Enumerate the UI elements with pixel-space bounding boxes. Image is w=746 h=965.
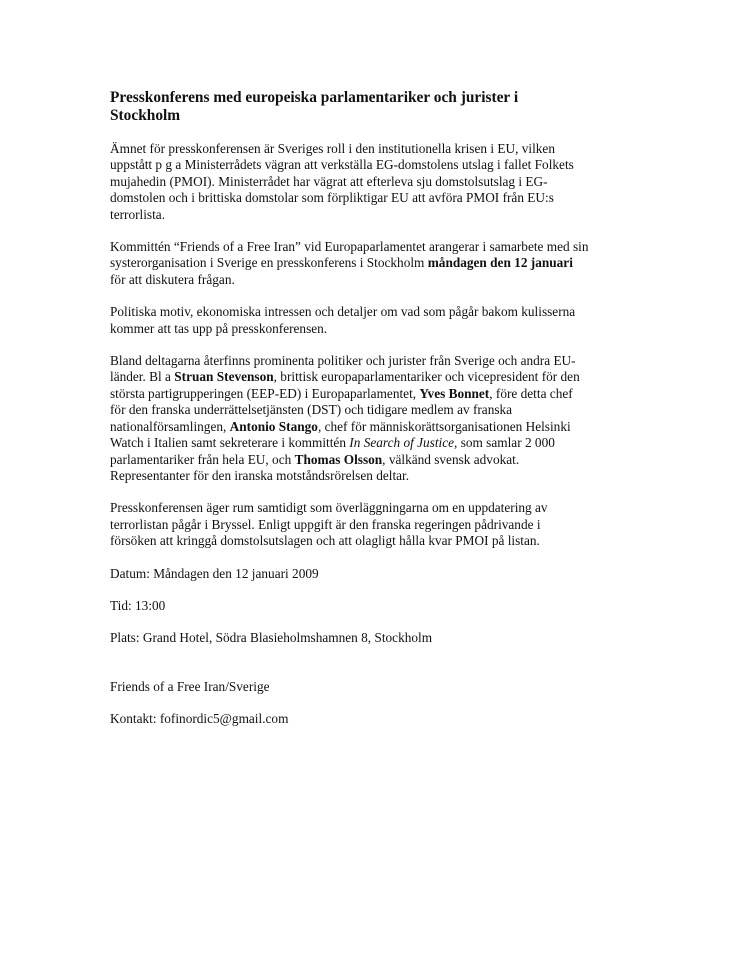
text-line: mujahedin (PMOI). Ministerrådet har vägrat att efterleva sju domstolsutslag i EG- (110, 173, 548, 189)
participant-name: Antonio Stango (229, 418, 318, 434)
text-segment: systerorganisation i Sverige en presskonferens i Stockholm (110, 255, 428, 271)
document-page (110, 89, 630, 744)
participant-name: Yves Bonnet (419, 385, 490, 401)
text-segment: Watch i Italien samt sekreterare i kommittén (110, 435, 350, 451)
text-segment: största partigrupperingen (EEP-ED) i Europaparlamentet, (110, 385, 420, 401)
title-line: Presskonferens med europeiska parlamentariker och jurister i (110, 89, 519, 106)
participant-name: Thomas Olsson (294, 451, 383, 467)
committee-name-italic: In Search of Justice (349, 435, 455, 451)
text-segment: parlamentariker från hela EU, och (110, 451, 295, 467)
text-line: försöken att kringgå domstolsutslagen och att olagligt hålla kvar PMOI på listan. (110, 533, 540, 549)
text-line: terrorlistan pågår i Bryssel. Enligt uppgift är den franska regeringen pådrivande i (110, 516, 541, 532)
text-line: terrorlista. (110, 206, 166, 222)
text-line: Representanter för den iranska motståndsrörelsen deltar. (110, 467, 410, 483)
document-title (110, 89, 580, 125)
paragraph-motives (110, 304, 630, 337)
text-line: Politiska motiv, ekonomiska intressen och detaljer om vad som pågår bakom kulisserna (110, 304, 576, 320)
text-line: Kommittén “Friends of a Free Iran” vid Europaparlamentet arangerar i samarbete med sin (110, 239, 589, 255)
paragraph-topic (110, 141, 630, 223)
text-line (110, 435, 630, 451)
event-time: Tid: 13:00 (110, 597, 166, 613)
text-segment: länder. Bl a (110, 369, 175, 385)
text-line (110, 386, 630, 402)
text-segment: , chef för människorättsorganisationen Helsinki (317, 418, 571, 434)
text-line: domstolen och i brittiska domstolar som förpliktigar EU att avföra PMOI från EU:s (110, 190, 554, 206)
event-date-bold: måndagen den 12 januari (427, 255, 573, 271)
title-line: Stockholm (110, 107, 181, 124)
text-segment: , brittisk europaparlamentariker och vicepresident för den (273, 369, 580, 385)
text-segment: , före detta chef (489, 385, 573, 401)
text-line: för att diskutera frågan. (110, 271, 235, 287)
organization-signature: Friends of a Free Iran/Sverige (110, 678, 270, 694)
text-line: Ämnet för presskonferensen är Sveriges roll i den institutionella krisen i EU, vilken (110, 141, 555, 156)
paragraph-context (110, 500, 630, 549)
text-segment: nationalförsamlingen, (110, 418, 230, 434)
text-segment: , välkänd svensk advokat. (382, 451, 520, 467)
text-line (110, 255, 630, 271)
text-line: uppstått p g a Ministerrådets vägran att verkställa EG-domstolens utslag i fallet Folkets (110, 157, 574, 173)
event-date: Datum: Måndagen den 12 januari 2009 (110, 565, 319, 581)
text-line (110, 419, 630, 435)
contact-line: Kontakt: fofinordic5@gmail.com (110, 711, 289, 727)
text-line (110, 452, 630, 468)
text-segment: , som samlar 2 000 (454, 435, 555, 451)
text-line: Presskonferensen äger rum samtidigt som överläggningarna om en uppdatering av (110, 500, 548, 516)
paragraph-participants (110, 353, 630, 484)
text-line: Bland deltagarna återfinns prominenta politiker och jurister från Sverige och andra EU- (110, 353, 576, 369)
paragraph-organizer (110, 239, 630, 288)
event-place: Plats: Grand Hotel, Södra Blasieholmshamnen 8, Stockholm (110, 630, 433, 646)
text-line: kommer att tas upp på presskonferensen. (110, 320, 328, 336)
text-line: för den franska underrättelsetjänsten (DST) och tidigare medlem av franska (110, 402, 513, 418)
participant-name: Struan Stevenson (174, 369, 274, 385)
text-line (110, 369, 630, 385)
